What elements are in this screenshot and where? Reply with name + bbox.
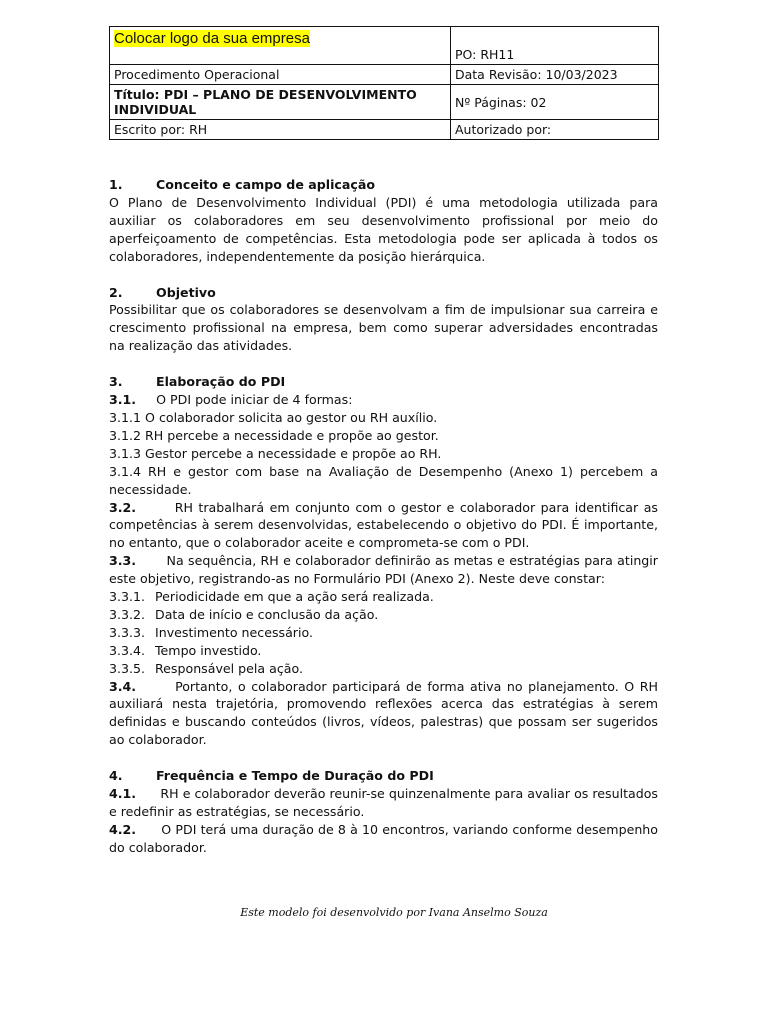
- item-3-2: 3.2. RH trabalhará em conjunto com o gestor e colaborador para identificar as competências à serem desenvolvidas, estabelecendo o objetivo do PDI. É importante, no entanto, que o colaborador aceite e comprometa-se com o PDI.: [109, 499, 658, 551]
- document-title: Título: PDI – PLANO DE DESENVOLVIMENTO INDIVIDUAL: [110, 85, 451, 120]
- item-3-1-4: 3.1.4 RH e gestor com base na Avaliação de Desempenho (Anexo 1) percebem a necessidade.: [109, 463, 658, 497]
- section-heading-4: 4. Frequência e Tempo de Duração do PDI: [109, 768, 434, 784]
- section-heading-1: 1. Conceito e campo de aplicação: [109, 177, 375, 192]
- authorized-by: Autorizado por:: [451, 120, 659, 140]
- section-1-paragraph: O Plano de Desenvolvimento Individual (PDI) é uma metodologia utilizada para auxiliar os colaboradores em seu desenvolvimento profissional por meio do aperfeiçoamento de competências. Esta metodologia pode ser aplicada à todos os colaboradores, independentemente da posição hierárquica.: [109, 194, 658, 264]
- revision-date: Data Revisão: 10/03/2023: [451, 65, 659, 85]
- list-item: 3.3.2. Data de início e conclusão da ação.: [109, 606, 379, 622]
- po-code: PO: RH11: [451, 27, 659, 65]
- document-header-table: [109, 26, 659, 140]
- footer-credit: Este modelo foi desenvolvido por Ivana Anselmo Souza: [240, 906, 548, 919]
- list-item: 3.3.4. Tempo investido.: [109, 642, 262, 658]
- item-4-1: 4.1. RH e colaborador deverão reunir-se quinzenalmente para avaliar os resultados e redefinir as estratégias, se necessário.: [109, 786, 658, 819]
- page-count: Nº Páginas: 02: [451, 85, 659, 120]
- item-3-4: 3.4. Portanto, o colaborador participará de forma ativa no planejamento. O RH auxiliará nesta trajetória, promovendo reflexões acerca das estratégias à serem definidas e buscando conteúdos (livros, vídeos, palestras) que possam ser sugeridos ao colaborador.: [109, 678, 658, 748]
- item-3-1-2: 3.1.2 RH percebe a necessidade e propõe ao gestor.: [109, 427, 439, 443]
- section-heading-2: 2. Objetivo: [109, 284, 216, 300]
- logo-placeholder: Colocar logo da sua empresa: [114, 30, 310, 47]
- procedure-type: Procedimento Operacional: [110, 65, 451, 85]
- written-by: Escrito por: RH: [110, 120, 451, 140]
- logo-cell: [110, 27, 451, 65]
- section-2-paragraph: Possibilitar que os colaboradores se desenvolvam a fim de impulsionar sua carreira e crescimento profissional na empresa, bem como superar adversidades encontradas na realização das atividades.: [109, 302, 658, 354]
- section-heading-3: 3. Elaboração do PDI: [109, 374, 286, 390]
- item-4-2: 4.2. O PDI terá uma duração de 8 à 10 encontros, variando conforme desempenho do colaborador.: [109, 821, 658, 855]
- item-3-3: 3.3. Na sequência, RH e colaborador definirão as metas e estratégias para atingir este objetivo, registrando-as no Formulário PDI (Anexo 2). Neste deve constar:: [109, 553, 658, 587]
- item-3-1: 3.1. O PDI pode iniciar de 4 formas:: [109, 392, 353, 408]
- item-3-1-1: 3.1.1 O colaborador solicita ao gestor ou RH auxílio.: [109, 409, 438, 425]
- document-body: [109, 176, 658, 857]
- list-item: 3.3.3. Investimento necessário.: [109, 624, 313, 640]
- item-3-1-3: 3.1.3 Gestor percebe a necessidade e propõe ao RH.: [109, 445, 442, 461]
- list-item: 3.3.5. Responsável pela ação.: [109, 660, 303, 676]
- list-item: 3.3.1. Periodicidade em que a ação será realizada.: [109, 589, 434, 605]
